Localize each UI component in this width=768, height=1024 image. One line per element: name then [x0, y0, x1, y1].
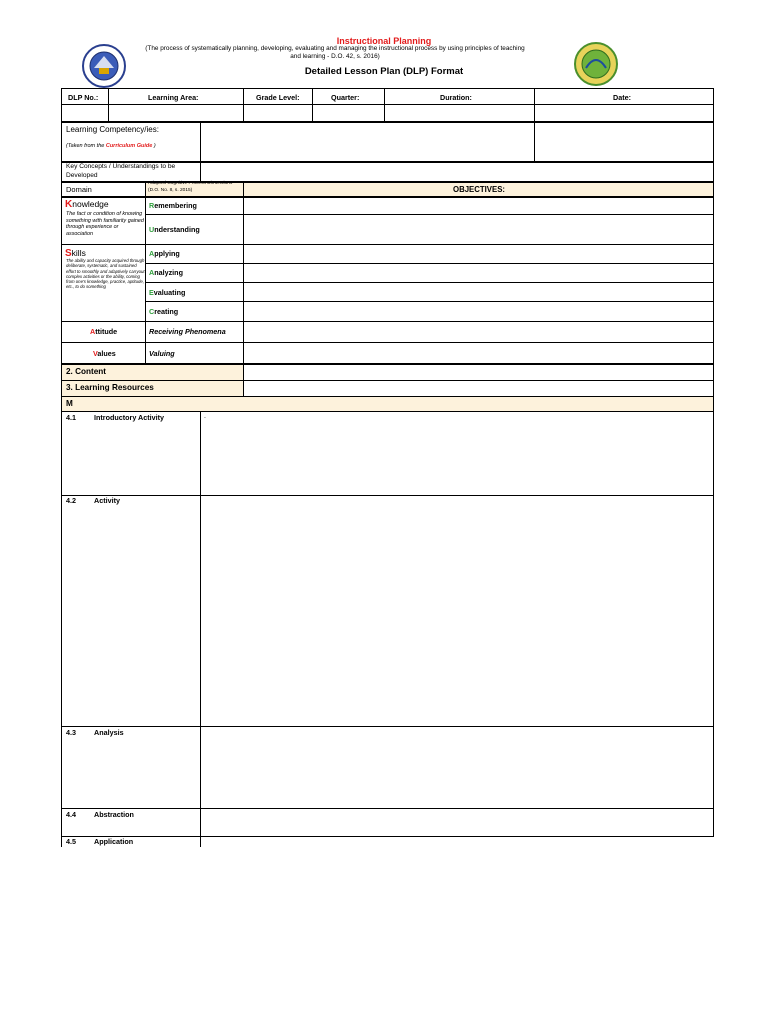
competency-label: Learning Competency/ies:	[66, 125, 159, 134]
content-section-label: 2. Content	[66, 367, 107, 376]
dlp-no-label: DLP No.:	[68, 93, 99, 102]
level-applying: Applying	[149, 249, 180, 258]
objective-analyzing-field[interactable]	[244, 264, 713, 282]
competency-note: (Taken from the Curriculum Guide )	[66, 143, 156, 149]
dlp-no-field[interactable]	[62, 105, 108, 121]
quarter-label: Quarter:	[331, 93, 360, 102]
dimensions-label: Adapted Cognitive Process Dimensions (D.O. No. 8, s. 2015)	[148, 181, 233, 193]
introductory-activity-field[interactable]: .	[204, 413, 206, 420]
knowledge-description: The fact or condition of knowing something with familiarity gained through experience or association	[66, 211, 144, 237]
form-title: Detailed Lesson Plan (DLP) Format	[304, 66, 464, 77]
skills-description: The ability and capacity acquired through deliberate, systematic, and sustained effort to smoothly and adaptively carryout complex activities or the ability, coming from one's knowledge, practice, aptitude, etc., to do something	[66, 258, 145, 290]
grade-level-field[interactable]	[244, 105, 312, 121]
level-valuing: Valuing	[149, 349, 175, 358]
abstraction-field[interactable]	[202, 809, 712, 835]
objective-remembering-field[interactable]	[244, 198, 713, 214]
resources-field[interactable]	[244, 381, 713, 396]
level-receiving-phenomena: Receiving Phenomena	[149, 327, 226, 336]
learning-area-label: Learning Area:	[148, 93, 199, 102]
procedure-introductory-activity: 4.1 Introductory Activity	[66, 413, 165, 422]
application-field[interactable]	[202, 837, 712, 846]
duration-field[interactable]	[385, 105, 534, 121]
learning-area-field[interactable]	[109, 105, 243, 121]
objective-evaluating-field[interactable]	[244, 283, 713, 301]
level-creating: Creating	[149, 307, 179, 316]
date-label: Date:	[613, 93, 631, 102]
division-seal-logo	[564, 42, 628, 86]
knowledge-domain: Knowledge	[65, 199, 109, 210]
objective-applying-field[interactable]	[244, 245, 713, 263]
values-domain: Values	[93, 349, 116, 358]
objective-creating-field[interactable]	[244, 302, 713, 321]
resources-section-label: 3. Learning Resources	[66, 383, 154, 392]
objective-values-field[interactable]	[244, 343, 713, 363]
domain-label: Domain	[66, 185, 92, 194]
competency-field[interactable]	[201, 123, 534, 161]
objective-understanding-field[interactable]	[244, 215, 713, 244]
key-concepts-field[interactable]	[201, 163, 713, 181]
date-field[interactable]	[535, 105, 713, 121]
procedure-application: 4.5 Application	[66, 837, 134, 846]
level-analyzing: Analyzing	[149, 268, 183, 277]
level-remembering: Remembering	[149, 201, 197, 210]
attitude-domain: Attitude	[90, 327, 118, 336]
analysis-field[interactable]	[202, 727, 712, 807]
procedure-analysis: 4.3 Analysis	[66, 728, 124, 737]
content-field[interactable]	[244, 365, 713, 380]
duration-label: Duration:	[440, 93, 472, 102]
page-subtitle: (The process of systematically planning, developing, evaluating and managing the instructional process by using principles of teaching and learning - D.O. 42, s. 2016)	[145, 45, 525, 60]
grade-level-label: Grade Level:	[256, 93, 300, 102]
procedure-abstraction: 4.4 Abstraction	[66, 810, 134, 819]
objective-attitude-field[interactable]	[244, 322, 713, 342]
quarter-field[interactable]	[313, 105, 384, 121]
activity-field[interactable]	[202, 496, 712, 725]
level-evaluating: Evaluating	[149, 288, 186, 297]
procedures-section-label: M	[66, 399, 73, 408]
key-concepts-label: Key Concepts / Understandings to be Developed	[66, 163, 176, 179]
objectives-label: OBJECTIVES:	[453, 185, 505, 194]
level-understanding: Understanding	[149, 225, 200, 234]
procedure-activity: 4.2 Activity	[66, 496, 120, 505]
page-title: Instructional Planning	[336, 36, 432, 46]
skills-domain: Skills	[65, 248, 86, 259]
procedures-header-row	[61, 396, 714, 412]
